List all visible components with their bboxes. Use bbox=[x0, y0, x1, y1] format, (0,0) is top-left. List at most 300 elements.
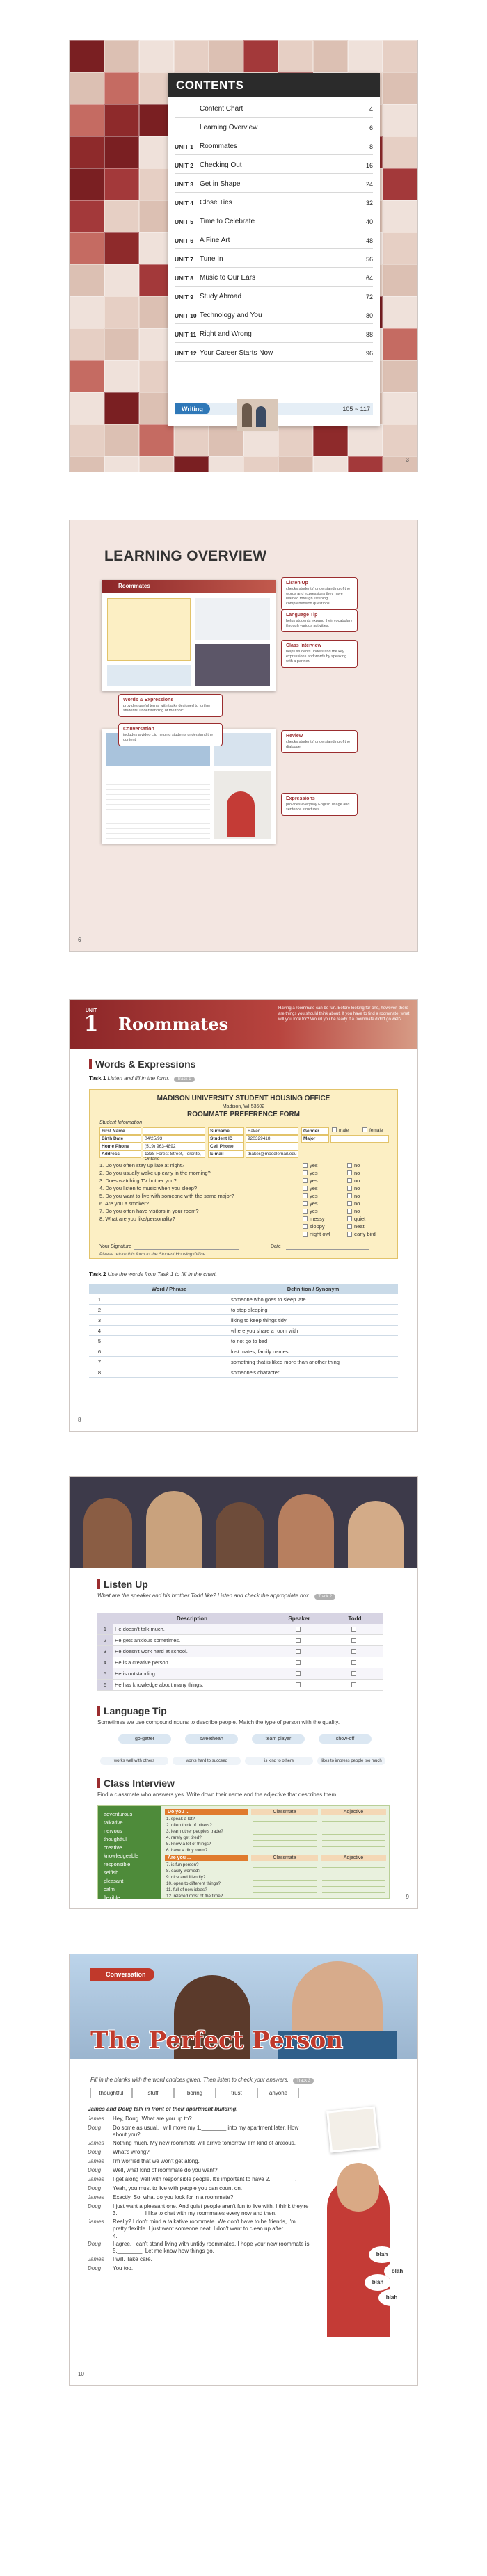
speaker-name: James bbox=[88, 2116, 104, 2122]
toc-unit: UNIT 8 bbox=[175, 274, 193, 282]
form-field-label: Home Phone bbox=[99, 1143, 141, 1150]
toc-title: Learning Overview bbox=[200, 124, 258, 131]
checkbox[interactable] bbox=[347, 1232, 352, 1237]
line-text: Exactly. So, what do you look for in a roommate? bbox=[113, 2194, 234, 2200]
background-tile bbox=[139, 456, 174, 472]
form-question: 7. Do you often have visitors in your room? yes no bbox=[99, 1208, 392, 1214]
answer-blank[interactable] bbox=[110, 1336, 228, 1346]
background-tile bbox=[104, 264, 139, 296]
adjective: calm bbox=[104, 1886, 115, 1892]
callout-review: Review checks students' understanding of the dialogue. bbox=[281, 730, 358, 753]
adjective-blank[interactable] bbox=[322, 1880, 385, 1881]
answer-option[interactable]: early bird bbox=[347, 1231, 392, 1237]
checkbox[interactable] bbox=[347, 1186, 352, 1191]
checkbox[interactable] bbox=[347, 1224, 352, 1229]
toc-unit: UNIT 6 bbox=[175, 236, 193, 244]
unit-1-page bbox=[70, 1000, 417, 1431]
background-tile bbox=[70, 328, 104, 360]
background-tile bbox=[104, 104, 139, 136]
background-tile bbox=[348, 424, 383, 456]
checkbox[interactable] bbox=[351, 1671, 356, 1676]
quality-bubble[interactable]: works well with others bbox=[100, 1757, 168, 1765]
compound-noun-bubble[interactable]: team player bbox=[252, 1734, 305, 1744]
answer-option[interactable]: neat bbox=[347, 1223, 392, 1230]
checkbox[interactable] bbox=[347, 1216, 352, 1221]
form-field-value[interactable]: 920329418 bbox=[246, 1135, 298, 1143]
contents-row[interactable] bbox=[175, 214, 373, 230]
adjective: responsible bbox=[104, 1861, 131, 1867]
background-tile bbox=[104, 328, 139, 360]
adjective-blank[interactable] bbox=[322, 1867, 385, 1868]
t2-col-word: Word / Phrase bbox=[110, 1284, 228, 1294]
dialogue-line bbox=[88, 2149, 310, 2156]
adjective-blank[interactable] bbox=[322, 1834, 385, 1835]
photo-card bbox=[326, 2107, 379, 2153]
compound-noun-bubble[interactable]: sweetheart bbox=[185, 1734, 238, 1744]
answer-option[interactable]: no bbox=[347, 1170, 392, 1176]
form-field-value[interactable]: tbaker@moodlemail.edu bbox=[246, 1150, 298, 1158]
contents-row[interactable] bbox=[175, 120, 373, 136]
classmate-blank[interactable] bbox=[253, 1886, 317, 1887]
background-tile bbox=[70, 232, 104, 264]
interview-question: 11. full of new ideas? bbox=[166, 1887, 207, 1892]
form-field-value[interactable]: 04/25/93 bbox=[143, 1135, 205, 1143]
answer-option[interactable]: yes bbox=[303, 1177, 347, 1184]
checkbox[interactable] bbox=[303, 1201, 308, 1206]
form-city: Madison, WI 53502 bbox=[222, 1104, 265, 1109]
answer-option[interactable]: quiet bbox=[347, 1216, 392, 1222]
quality-bubble[interactable]: likes to impress people too much bbox=[317, 1757, 385, 1765]
checkbox[interactable] bbox=[296, 1671, 301, 1676]
speaker-name: James bbox=[88, 2158, 104, 2164]
answer-blank[interactable] bbox=[110, 1346, 228, 1357]
form-question: 4. Do you listen to music when you sleep? yes no bbox=[99, 1185, 392, 1191]
interview-question: 10. open to different things? bbox=[166, 1881, 221, 1886]
background-tile bbox=[104, 136, 139, 168]
blah-bubble: blah bbox=[378, 2289, 405, 2306]
speaker-name: Doug bbox=[88, 2265, 102, 2271]
conversation-title: The Perfect Person bbox=[90, 2027, 343, 2054]
callout-conversation: Conversation includes a video clip helping students understand the content. bbox=[118, 723, 223, 746]
background-tile bbox=[383, 136, 417, 168]
form-field-label: Surname bbox=[208, 1127, 244, 1135]
answer-option[interactable]: yes bbox=[303, 1208, 347, 1214]
checkbox[interactable] bbox=[296, 1627, 301, 1632]
toc-page: 40 bbox=[365, 218, 373, 225]
toc-page: 64 bbox=[365, 274, 373, 282]
compound-noun-bubble[interactable]: show-off bbox=[319, 1734, 372, 1744]
toc-title: Close Ties bbox=[200, 199, 232, 207]
checkbox[interactable] bbox=[347, 1209, 352, 1214]
blah-bubble: blah bbox=[384, 2263, 410, 2280]
background-tile bbox=[104, 392, 139, 424]
contents-row[interactable] bbox=[175, 176, 373, 193]
form-title: MADISON UNIVERSITY STUDENT HOUSING OFFICE bbox=[157, 1095, 330, 1102]
form-field-value[interactable]: Baker bbox=[246, 1127, 298, 1135]
form-subtitle: ROOMMATE PREFERENCE FORM bbox=[186, 1110, 301, 1118]
interview-question: 2. often think of others? bbox=[166, 1823, 212, 1828]
page-number: 9 bbox=[406, 1894, 409, 1900]
section-language-tip: Language Tip bbox=[97, 1705, 167, 1716]
interview-group-header: Are you ... bbox=[165, 1855, 248, 1861]
classmate-blank[interactable] bbox=[253, 1880, 317, 1881]
checkbox[interactable] bbox=[351, 1660, 356, 1665]
checkbox[interactable] bbox=[347, 1163, 352, 1168]
answer-option[interactable]: yes bbox=[303, 1185, 347, 1191]
gender-option[interactable]: female bbox=[362, 1127, 383, 1133]
table-row: 2 to stop sleeping bbox=[89, 1305, 398, 1315]
contents-row[interactable] bbox=[175, 307, 373, 324]
form-field-label: Cell Phone bbox=[208, 1143, 244, 1150]
line-text: I will. Take care. bbox=[113, 2256, 152, 2262]
table-row: 6 He has knowledge about many things. bbox=[97, 1680, 383, 1691]
background-tile bbox=[383, 40, 417, 72]
form-field-label: Birth Date bbox=[99, 1135, 141, 1143]
adjective: adventurous bbox=[104, 1811, 133, 1817]
checkbox[interactable] bbox=[351, 1638, 356, 1643]
quality-bubble[interactable]: is kind to others bbox=[245, 1757, 313, 1765]
table-row: 4 where you share a room with bbox=[89, 1326, 398, 1336]
answer-blank[interactable] bbox=[110, 1315, 228, 1326]
dialogue-line bbox=[88, 2203, 310, 2218]
checkbox[interactable] bbox=[347, 1193, 352, 1198]
dialogue-line bbox=[88, 2167, 310, 2174]
background-tile bbox=[383, 232, 417, 264]
toc-title: Your Career Starts Now bbox=[200, 349, 273, 357]
lt-col-description: Description bbox=[113, 1613, 271, 1624]
dialogue-line bbox=[88, 2219, 310, 2240]
toc-unit: UNIT 1 bbox=[175, 143, 193, 150]
toc-unit: UNIT 3 bbox=[175, 180, 193, 188]
toc-page: 4 bbox=[369, 105, 373, 113]
t2-col-definition: Definition / Synonym bbox=[228, 1284, 398, 1294]
checkbox[interactable] bbox=[303, 1193, 308, 1198]
interview-question: 3. learn other people's trade? bbox=[166, 1829, 223, 1834]
listen-instructions: What are the speaker and his brother Todd like? Listen and check the appropriate box. Track 2 bbox=[97, 1593, 390, 1600]
toc-page: 32 bbox=[365, 199, 373, 207]
conversation-page bbox=[70, 1954, 417, 2385]
checkbox[interactable] bbox=[347, 1178, 352, 1183]
lt-col-speaker: Speaker bbox=[271, 1613, 327, 1624]
form-header bbox=[90, 1090, 397, 1119]
table-row: 3 liking to keep things tidy bbox=[89, 1315, 398, 1326]
checkbox[interactable] bbox=[351, 1627, 356, 1632]
track-2-badge[interactable]: Track 2 bbox=[314, 1594, 335, 1600]
checkbox[interactable] bbox=[296, 1660, 301, 1665]
word-bank-item: anyone bbox=[257, 2088, 299, 2098]
unit-intro: Having a roommate can be fun. Before looking for one, however, there are things you should think about. If you have to find a roommate, what will you look for? Would you be ready if a roommate didn't go well? bbox=[278, 1006, 410, 1022]
toc-page: 24 bbox=[365, 180, 373, 188]
form-field-label: First Name bbox=[99, 1127, 141, 1135]
speaker-name: James bbox=[88, 2176, 104, 2182]
return-note: Please return this form to the Student Housing Office. bbox=[99, 1252, 207, 1257]
toc-page: 6 bbox=[369, 124, 373, 131]
checkbox[interactable] bbox=[303, 1224, 308, 1229]
dialogue-line bbox=[88, 2140, 310, 2147]
line-text: Really? I don't mind a talkative roommate. We don't have to be friends, I'm pretty flexible. I just want someone neat. I don't want to clean up after 4.________. bbox=[113, 2219, 296, 2239]
interview-question: 4. rarely get tired? bbox=[166, 1835, 202, 1840]
answer-option[interactable]: yes bbox=[303, 1193, 347, 1199]
background-tile bbox=[383, 392, 417, 424]
checkbox[interactable] bbox=[296, 1638, 301, 1643]
background-tile bbox=[383, 168, 417, 200]
gender-label: Gender bbox=[301, 1127, 329, 1135]
contents-title: CONTENTS bbox=[168, 73, 380, 97]
contents-row[interactable] bbox=[175, 326, 373, 343]
checkbox[interactable] bbox=[303, 1178, 308, 1183]
track-1-badge[interactable]: Track 1 bbox=[174, 1077, 195, 1082]
classmate-blank[interactable] bbox=[253, 1834, 317, 1835]
word-bank-item: stuff bbox=[132, 2088, 174, 2098]
checkbox[interactable] bbox=[303, 1186, 308, 1191]
line-text: I agree. I can't stand living with untidy roommates. I hope your new roommate is 5.________. Let me know how things go. bbox=[113, 2241, 310, 2255]
background-tile bbox=[348, 456, 383, 472]
background-tile bbox=[244, 456, 278, 472]
background-tile bbox=[383, 296, 417, 328]
contents-row[interactable] bbox=[175, 345, 373, 362]
adjective: flexible bbox=[104, 1894, 120, 1901]
answer-blank[interactable] bbox=[110, 1294, 228, 1305]
adjective-blank[interactable] bbox=[322, 1840, 385, 1841]
speaker-name: James bbox=[88, 2219, 104, 2225]
background-tile bbox=[209, 40, 244, 72]
background-tile bbox=[104, 232, 139, 264]
form-question: 6. Are you a smoker? yes no bbox=[99, 1200, 392, 1207]
t2-col-num bbox=[89, 1284, 110, 1294]
form-field-value[interactable]: (519) 963-4892 bbox=[143, 1143, 205, 1150]
contents-row[interactable] bbox=[175, 138, 373, 155]
line-text: Do some as usual. I will move my 1.________ into my apartment later. How about you? bbox=[113, 2125, 299, 2139]
form-field-value[interactable] bbox=[246, 1143, 298, 1150]
blah-bubble: blah bbox=[365, 2274, 391, 2291]
background-tile bbox=[174, 40, 209, 72]
students-photo bbox=[70, 1477, 417, 1568]
speaker-name: Doug bbox=[88, 2185, 102, 2191]
adjective-list bbox=[98, 1806, 161, 1908]
signature-line[interactable] bbox=[134, 1249, 239, 1250]
classmate-blank[interactable] bbox=[253, 1840, 317, 1841]
table-row: 5 to not go to bed bbox=[89, 1336, 398, 1346]
interview-instructions: Find a classmate who answers yes. Write down their name and the adjective that describes them. bbox=[97, 1792, 338, 1798]
dialogue-line bbox=[88, 2194, 310, 2201]
track-3-badge[interactable]: Track 3 bbox=[293, 2078, 314, 2084]
speaker-name: James bbox=[88, 2194, 104, 2200]
writing-pages: 105 ~ 117 bbox=[342, 405, 370, 412]
background-tile bbox=[383, 360, 417, 392]
checkbox[interactable] bbox=[303, 1216, 308, 1221]
toc-title: Study Abroad bbox=[200, 293, 242, 300]
background-tile bbox=[70, 360, 104, 392]
contents-row[interactable] bbox=[175, 232, 373, 249]
table-row: 3 He doesn't work hard at school. bbox=[97, 1646, 383, 1657]
writing-label: Writing bbox=[175, 403, 210, 414]
answer-option[interactable]: no bbox=[347, 1177, 392, 1184]
answer-option[interactable]: yes bbox=[303, 1170, 347, 1176]
blah-bubble: blah bbox=[369, 2246, 395, 2263]
checkbox[interactable] bbox=[347, 1201, 352, 1206]
form-question: 1. Do you often stay up late at night? yes no bbox=[99, 1162, 392, 1168]
toc-page: 48 bbox=[365, 236, 373, 244]
line-text: What's wrong? bbox=[113, 2149, 150, 2155]
interview-question: 8. easily worried? bbox=[166, 1869, 200, 1874]
dialogue-line bbox=[88, 2158, 310, 2165]
adjective-blank[interactable] bbox=[322, 1886, 385, 1887]
tip-instructions: Sometimes we use compound nouns to describe people. Match the type of person with the quality. bbox=[97, 1719, 340, 1725]
checkbox[interactable] bbox=[303, 1209, 308, 1214]
conversation-badge: Conversation bbox=[90, 1968, 154, 1981]
classmate-blank[interactable] bbox=[253, 1821, 317, 1822]
line-text: Nothing much. My new roommate will arrive tomorrow. I'm kind of anxious. bbox=[113, 2140, 296, 2146]
answer-option[interactable]: yes bbox=[303, 1162, 347, 1168]
line-text: Yeah, you must to live with people you can count on. bbox=[113, 2185, 243, 2191]
answer-option[interactable]: no bbox=[347, 1208, 392, 1214]
checkbox[interactable] bbox=[347, 1170, 352, 1175]
background-tile bbox=[70, 392, 104, 424]
background-tile bbox=[70, 136, 104, 168]
speaker-name: James bbox=[88, 2256, 104, 2262]
checkbox[interactable] bbox=[303, 1232, 308, 1237]
contents-row[interactable] bbox=[175, 270, 373, 287]
table-row: 1 He doesn't talk much. bbox=[97, 1624, 383, 1635]
page-number: 10 bbox=[78, 2371, 84, 2377]
word-bank-item: trust bbox=[216, 2088, 257, 2098]
adjective: selfish bbox=[104, 1869, 119, 1876]
form-field-value[interactable]: 1338 Forest Street, Toronto, Ontario bbox=[143, 1150, 205, 1158]
table-row: 1 someone who goes to sleep late bbox=[89, 1294, 398, 1305]
contents-page bbox=[70, 40, 417, 472]
table-row: 7 something that is liked more than another thing bbox=[89, 1357, 398, 1367]
background-tile bbox=[313, 456, 348, 472]
interview-group-header: Do you ... bbox=[165, 1809, 248, 1815]
checkbox[interactable] bbox=[296, 1682, 301, 1687]
contents-row[interactable] bbox=[175, 289, 373, 305]
adjective-blank[interactable] bbox=[322, 1821, 385, 1822]
contents-row[interactable] bbox=[175, 101, 373, 118]
quality-bubble[interactable]: works hard to succeed bbox=[173, 1757, 241, 1765]
toc-unit: UNIT 7 bbox=[175, 255, 193, 263]
toc-page: 96 bbox=[365, 349, 373, 357]
background-tile bbox=[313, 424, 348, 456]
background-tile bbox=[104, 424, 139, 456]
major-value[interactable] bbox=[330, 1135, 389, 1143]
background-tile bbox=[70, 168, 104, 200]
thumb-unit-title: Roommates bbox=[102, 580, 276, 593]
toc-unit: UNIT 12 bbox=[175, 349, 197, 357]
checkbox[interactable] bbox=[362, 1127, 367, 1132]
contents-row[interactable] bbox=[175, 157, 373, 174]
callout-class-interview: Class Interview helps students understand the key expressions and words by speaking with a partner. bbox=[281, 640, 358, 668]
contents-row[interactable] bbox=[175, 195, 373, 211]
background-tile bbox=[70, 40, 104, 72]
date-line[interactable] bbox=[286, 1249, 369, 1250]
adjective: pleasant bbox=[104, 1878, 124, 1884]
table-row: 8 someone's character bbox=[89, 1367, 398, 1378]
dialogue-line bbox=[88, 2265, 310, 2272]
answer-option[interactable]: no bbox=[347, 1200, 392, 1207]
answer-option[interactable]: night owl bbox=[303, 1231, 347, 1237]
adjective-blank[interactable] bbox=[322, 1892, 385, 1893]
speaker-name: Doug bbox=[88, 2241, 102, 2247]
answer-option[interactable]: no bbox=[347, 1193, 392, 1199]
gender-option[interactable]: male bbox=[332, 1127, 349, 1133]
classmate-blank[interactable] bbox=[253, 1892, 317, 1893]
form-field-value[interactable] bbox=[143, 1127, 205, 1135]
checkbox[interactable] bbox=[332, 1127, 337, 1132]
checkbox[interactable] bbox=[351, 1682, 356, 1687]
toc-title: Roommates bbox=[200, 143, 237, 150]
checkbox[interactable] bbox=[303, 1170, 308, 1175]
speaker-name: Doug bbox=[88, 2167, 102, 2173]
interview-question: 7. is fun person? bbox=[166, 1862, 199, 1867]
line-text: I'm worried that we won't get along. bbox=[113, 2158, 200, 2164]
form-question bbox=[99, 1231, 392, 1237]
task1-label: Task 1 bbox=[89, 1075, 106, 1081]
adjective: talkative bbox=[104, 1819, 123, 1826]
answer-option[interactable]: no bbox=[347, 1162, 392, 1168]
interview-question: 9. nice and friendly? bbox=[166, 1875, 206, 1880]
toc-title: Right and Wrong bbox=[200, 330, 252, 338]
background-tile bbox=[139, 40, 174, 72]
background-tile bbox=[104, 200, 139, 232]
task2-table bbox=[89, 1284, 398, 1378]
task1-line bbox=[89, 1075, 195, 1082]
answer-blank[interactable] bbox=[110, 1357, 228, 1367]
checkbox[interactable] bbox=[351, 1649, 356, 1654]
toc-page: 72 bbox=[365, 293, 373, 300]
classmate-blank[interactable] bbox=[253, 1846, 317, 1847]
background-tile bbox=[104, 168, 139, 200]
background-tile bbox=[383, 424, 417, 456]
unit-title: Roommates bbox=[118, 1014, 229, 1034]
checkbox[interactable] bbox=[303, 1163, 308, 1168]
dialogue-line bbox=[88, 2241, 310, 2255]
answer-option[interactable]: yes bbox=[303, 1200, 347, 1207]
answer-option[interactable]: no bbox=[347, 1185, 392, 1191]
dialogue-line bbox=[88, 2256, 310, 2263]
toc-page: 16 bbox=[365, 161, 373, 169]
toc-unit: UNIT 10 bbox=[175, 312, 197, 319]
form-question: 5. Do you want to live with someone with the same major? yes no bbox=[99, 1193, 392, 1199]
toc-title: Checking Out bbox=[200, 161, 242, 169]
photo-thumbnail bbox=[237, 399, 278, 431]
background-tile bbox=[348, 40, 383, 72]
conversation-instructions: Fill in the blanks with the word choices given. Then listen to check your answers. Track 3 bbox=[90, 2077, 397, 2084]
background-tile bbox=[383, 264, 417, 296]
adjective-blank[interactable] bbox=[322, 1846, 385, 1847]
background-tile bbox=[313, 40, 348, 72]
callout-listen-up: Listen Up checks students' understanding of the words and expressions they have learned through listening comprehension questions. bbox=[281, 577, 358, 610]
classmate-blank[interactable] bbox=[253, 1867, 317, 1868]
col-classmate: Classmate bbox=[251, 1809, 318, 1815]
callout-language-tip: Language Tip helps students expand their vocabulary through various activities. bbox=[281, 609, 358, 632]
answer-blank[interactable] bbox=[110, 1326, 228, 1336]
callout-words-expressions: Words & Expressions provides useful terms with tasks designed to further students' understanding of the topic. bbox=[118, 694, 223, 717]
background-tile bbox=[70, 264, 104, 296]
form-field-label: Address bbox=[99, 1150, 141, 1158]
answer-blank[interactable] bbox=[110, 1305, 228, 1315]
task1-text: Listen and fill in the form. bbox=[107, 1075, 170, 1081]
compound-noun-bubble[interactable]: go-getter bbox=[118, 1734, 171, 1744]
checkbox[interactable] bbox=[296, 1649, 301, 1654]
speaker-name: Doug bbox=[88, 2149, 102, 2155]
answer-option[interactable]: sloppy bbox=[303, 1223, 347, 1230]
contents-row[interactable] bbox=[175, 251, 373, 268]
answer-option[interactable]: messy bbox=[303, 1216, 347, 1222]
signature-label: Your Signature bbox=[99, 1244, 132, 1249]
answer-blank[interactable] bbox=[110, 1367, 228, 1378]
section-class-interview: Class Interview bbox=[97, 1778, 175, 1789]
line-text: I just want a pleasant one. And quiet people aren't fun to live with. I think they're 3.________. I like to chat with my roommates every now and then. bbox=[113, 2203, 309, 2217]
